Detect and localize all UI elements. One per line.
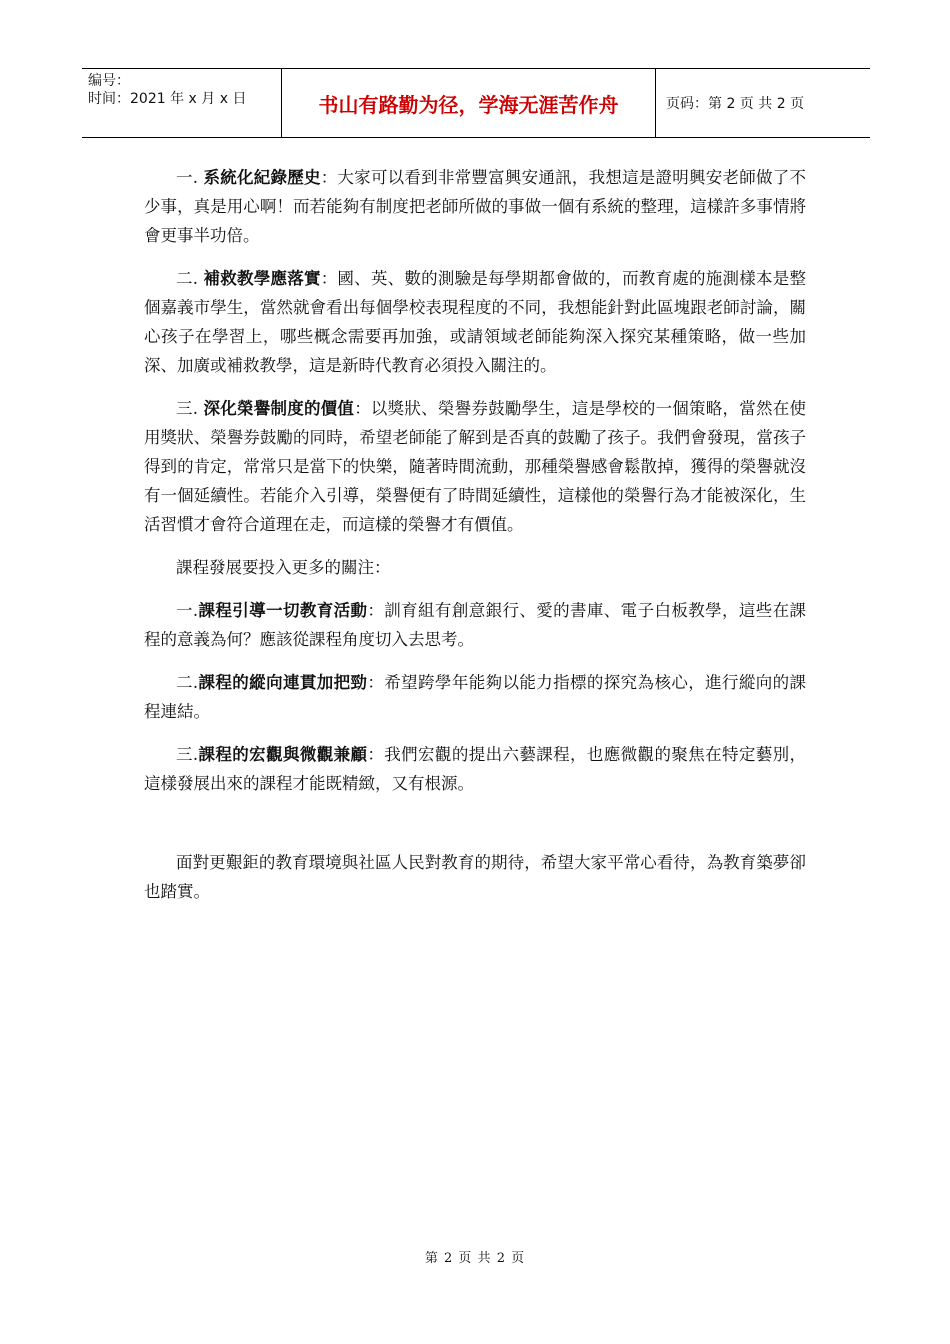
paragraph-text: ：以獎狀、榮譽券鼓勵學生，這是學校的一個策略，當然在使用獎狀、榮譽券鼓勵的同時，希望老師能了解到是否真的鼓勵了孩子。我們會發現，當孩子得到的肯定，常常只是當下的快樂，隨著時間流動，那種榮譽感會鬆散掉，獲得的榮譽就沒有一個延續性。若能介入引導，榮譽便有了時間延續性，這樣他的榮譽行為才能被深化，生活習慣才會符合道理在走，而這樣的榮譽才有價值。 bbox=[144, 399, 807, 534]
paragraph-prefix: 三. bbox=[176, 399, 204, 418]
paragraph-prefix: 一. bbox=[176, 601, 199, 620]
paragraph-title: 系統化紀錄歷史 bbox=[203, 168, 321, 187]
time-label: 时间：2021 年 x 月 x 日 bbox=[88, 91, 247, 107]
paragraph-1 bbox=[144, 163, 806, 250]
closing-paragraph: 面對更艱鉅的教育環境與社區人民對教育的期待，希望大家平常心看待，為教育築夢卻也踏實。 bbox=[144, 853, 806, 901]
paragraph-title: 課程的宏觀與微觀兼顧 bbox=[198, 745, 368, 764]
paragraph-spacer bbox=[144, 812, 806, 848]
paragraph-3 bbox=[144, 394, 806, 539]
paragraph-prefix: 一. bbox=[176, 168, 204, 187]
paragraph-2 bbox=[144, 264, 806, 380]
document-header bbox=[82, 68, 870, 138]
header-motto: 书山有路勤为径，学海无涯苦作舟 bbox=[281, 69, 656, 137]
paragraph-prefix: 三. bbox=[176, 745, 199, 764]
header-page-label: 页码：第 2 页 共 2 页 bbox=[666, 96, 805, 112]
paragraph-title: 課程的縱向連貫加把勁 bbox=[198, 673, 368, 692]
paragraph-7 bbox=[144, 740, 806, 798]
paragraph-5 bbox=[144, 596, 806, 654]
number-label: 编号： bbox=[88, 73, 130, 89]
header-meta bbox=[82, 69, 281, 137]
paragraph-text: ：國、英、數的測驗是每學期都會做的，而教育處的施測樣本是整個嘉義市學生，當然就會看出每個學校表現程度的不同，我想能針對此區塊跟老師討論，關心孩子在學習上，哪些概念需要再加強，或請領域老師能夠深入探究某種策略，做一些加深、加廣或補救教學，這是新時代教育必須投入關注的。 bbox=[144, 269, 806, 375]
paragraph-prefix: 二. bbox=[176, 673, 199, 692]
paragraph-title: 補救教學應落實 bbox=[203, 269, 321, 288]
paragraph-text: 課程發展要投入更多的關注： bbox=[176, 558, 391, 577]
paragraph-4 bbox=[144, 553, 806, 582]
document-body bbox=[144, 163, 806, 920]
paragraph-title: 深化榮譽制度的價值 bbox=[203, 399, 355, 418]
paragraph-title: 課程引導一切教育活動 bbox=[198, 601, 368, 620]
paragraph-text: ：訓育組有創意銀行、愛的書庫、電子白板教學，這些在課程的意義為何？應該從課程角度切入去思考。 bbox=[144, 601, 807, 649]
paragraph-6 bbox=[144, 668, 806, 726]
paragraph-text: ：希望跨學年能夠以能力指標的探究為核心，進行縱向的課程連結。 bbox=[144, 673, 807, 721]
paragraph-text: ：大家可以看到非常豐富興安通訊，我想這是證明興安老師做了不少事，真是用心啊！而若能夠有制度把老師所做的事做一個有系統的整理，這樣許多事情將會更事半功倍。 bbox=[144, 168, 806, 245]
page-footer: 第 2 页 共 2 页 bbox=[424, 1251, 526, 1266]
paragraph-prefix: 二. bbox=[176, 269, 204, 288]
paragraph-text: ：我們宏觀的提出六藝課程，也應微觀的聚焦在特定藝別，這樣發展出來的課程才能既精緻，又有根源。 bbox=[144, 745, 807, 793]
